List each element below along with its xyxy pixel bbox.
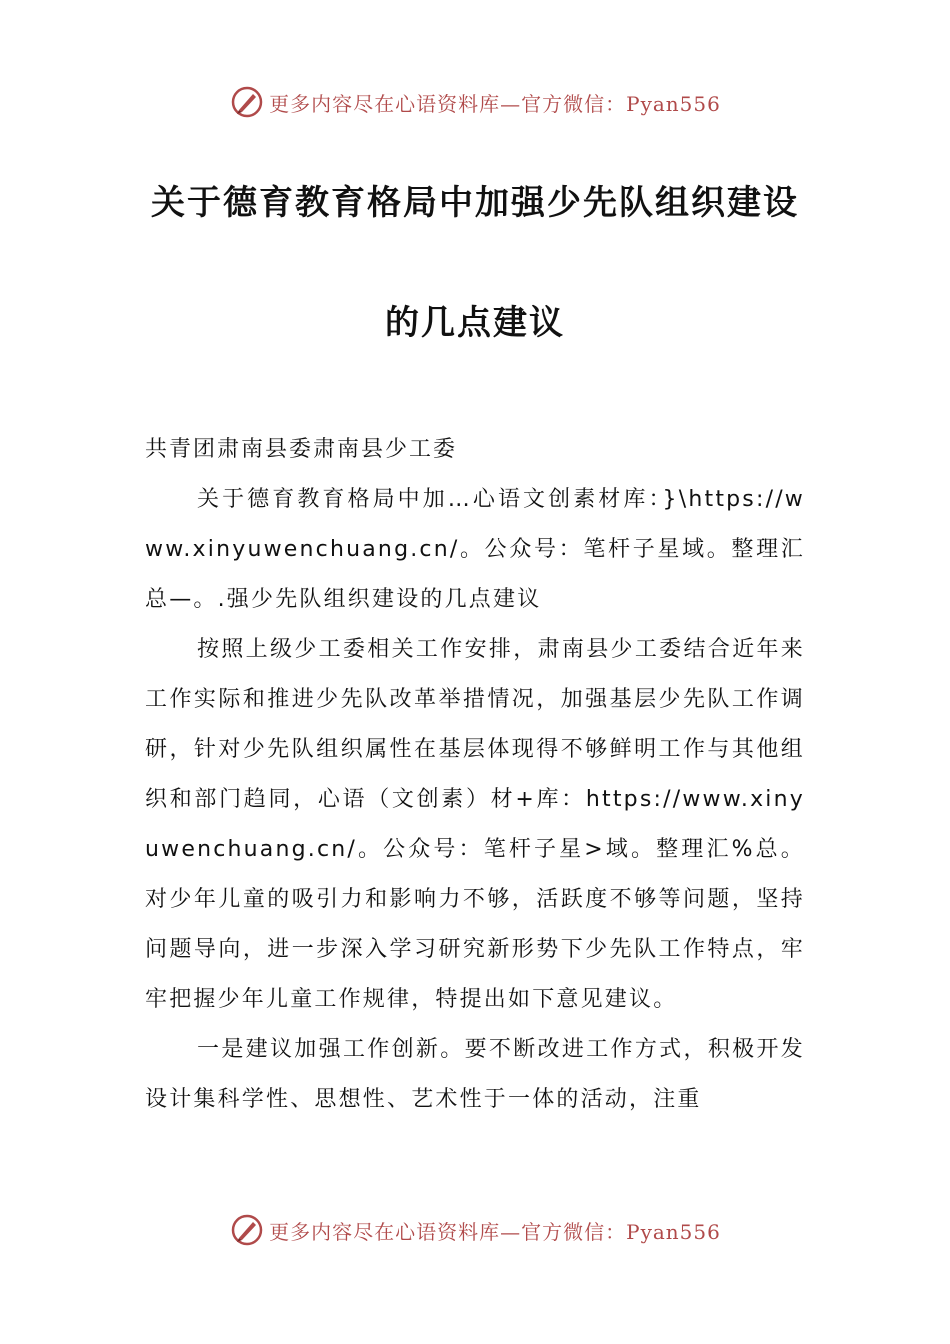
footer-watermark [0,1210,950,1250]
paragraph: 关于德育教育格局中加…心语文创素材库：}\https://www.xinyuwenchuang.cn/。公众号：笔杆子星域。整理汇总—。.强少先队组织建设的几点建议 [145,487,805,612]
document-author: 共青团肃南县委肃南县少工委 [145,437,458,462]
document-title-line2: 的几点建议 [385,303,565,343]
document-title-line1: 关于德育教育格局中加强少先队组织建设 [151,183,799,223]
paragraph: 一是建议加强工作创新。要不断改进工作方式，积极开发设计集科学性、思想性、艺术性于一体的活动，注重 [145,1037,805,1112]
pen-logo-icon [229,84,265,120]
paragraph: 按照上级少工委相关工作安排，肃南县少工委结合近年来工作实际和推进少先队改革举措情况，加强基层少先队工作调研，针对少先队组织属性在基层体现得不够鲜明工作与其他组织和部门趋同，心语（文创素）材+库：https://www.xinyuwenchuang.cn/。公众号：笔杆子星>域。整理汇%总。对少年儿童的吸引力和影响力不够，活跃度不够等问题，坚持问题导向，进一步深入学习研究新形势下少先队工作特点，牢牢把握少年儿童工作规律，特提出如下意见建议。 [145,637,805,1012]
document-body [145,475,805,1125]
header-watermark-text: 更多内容尽在心语资料库—官方微信：Pyan556 [269,91,721,116]
pen-logo-icon [229,1212,265,1248]
header-watermark [0,82,950,122]
footer-watermark-text: 更多内容尽在心语资料库—官方微信：Pyan556 [269,1219,721,1244]
